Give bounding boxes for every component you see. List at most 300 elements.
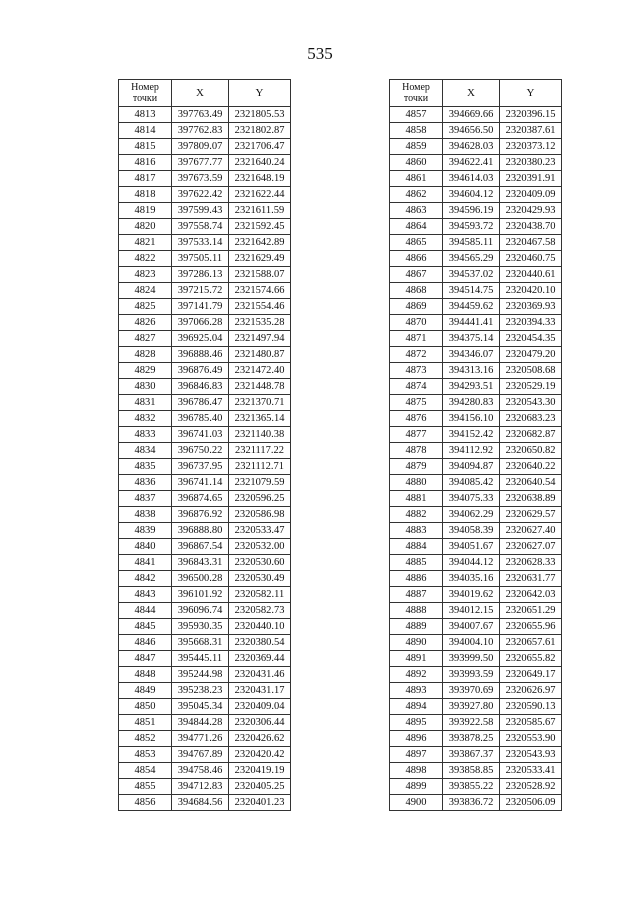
point-number-cell: 4829 <box>119 363 172 379</box>
y-coordinate-cell: 2320585.67 <box>500 715 562 731</box>
x-coordinate-cell: 394622.41 <box>443 155 500 171</box>
point-number-cell: 4840 <box>119 539 172 555</box>
point-number-header: Номер точки <box>390 80 443 107</box>
table-row <box>119 283 291 299</box>
table-row <box>119 219 291 235</box>
table-row <box>119 123 291 139</box>
point-number-cell: 4830 <box>119 379 172 395</box>
table-row <box>119 475 291 491</box>
x-coordinate-cell: 397215.72 <box>172 283 229 299</box>
table-row <box>119 139 291 155</box>
y-coordinate-cell: 2321574.66 <box>229 283 291 299</box>
point-number-cell: 4857 <box>390 107 443 123</box>
point-number-cell: 4870 <box>390 315 443 331</box>
point-number-cell: 4844 <box>119 603 172 619</box>
y-coordinate-cell: 2320655.82 <box>500 651 562 667</box>
point-number-cell: 4833 <box>119 427 172 443</box>
x-coordinate-cell: 394035.16 <box>443 571 500 587</box>
table-row <box>119 683 291 699</box>
y-coordinate-cell: 2321648.19 <box>229 171 291 187</box>
point-number-cell: 4875 <box>390 395 443 411</box>
x-coordinate-cell: 394844.28 <box>172 715 229 731</box>
point-number-cell: 4822 <box>119 251 172 267</box>
x-coordinate-cell: 393922.58 <box>443 715 500 731</box>
point-number-cell: 4888 <box>390 603 443 619</box>
point-number-cell: 4861 <box>390 171 443 187</box>
y-coordinate-cell: 2321805.53 <box>229 107 291 123</box>
x-coordinate-cell: 396888.80 <box>172 523 229 539</box>
x-coordinate-cell: 396786.47 <box>172 395 229 411</box>
point-number-cell: 4831 <box>119 395 172 411</box>
x-coordinate-cell: 394596.19 <box>443 203 500 219</box>
x-coordinate-cell: 393855.22 <box>443 779 500 795</box>
table-row <box>390 731 562 747</box>
point-number-cell: 4882 <box>390 507 443 523</box>
table-row <box>390 251 562 267</box>
table-row <box>119 795 291 811</box>
point-number-cell: 4823 <box>119 267 172 283</box>
x-coordinate-cell: 397622.42 <box>172 187 229 203</box>
point-number-cell: 4900 <box>390 795 443 811</box>
y-coordinate-cell: 2320369.93 <box>500 299 562 315</box>
y-coordinate-cell: 2320409.04 <box>229 699 291 715</box>
point-number-cell: 4869 <box>390 299 443 315</box>
y-coordinate-cell: 2320409.09 <box>500 187 562 203</box>
y-coordinate-cell: 2321535.28 <box>229 315 291 331</box>
y-coordinate-cell: 2320649.17 <box>500 667 562 683</box>
point-number-cell: 4852 <box>119 731 172 747</box>
table-row <box>390 699 562 715</box>
table-row <box>390 683 562 699</box>
table-row <box>390 139 562 155</box>
point-number-cell: 4872 <box>390 347 443 363</box>
x-coordinate-cell: 396741.14 <box>172 475 229 491</box>
table-row <box>390 619 562 635</box>
table-row <box>119 347 291 363</box>
x-coordinate-cell: 395445.11 <box>172 651 229 667</box>
x-coordinate-cell: 397533.14 <box>172 235 229 251</box>
table-row <box>390 603 562 619</box>
point-number-cell: 4834 <box>119 443 172 459</box>
x-coordinate-cell: 395238.23 <box>172 683 229 699</box>
point-number-cell: 4894 <box>390 699 443 715</box>
y-coordinate-cell: 2320429.93 <box>500 203 562 219</box>
point-number-cell: 4886 <box>390 571 443 587</box>
point-number-cell: 4827 <box>119 331 172 347</box>
point-number-cell: 4868 <box>390 283 443 299</box>
x-coordinate-cell: 394593.72 <box>443 219 500 235</box>
y-coordinate-cell: 2320401.23 <box>229 795 291 811</box>
header-row <box>390 80 562 107</box>
table-row <box>390 107 562 123</box>
x-coordinate-cell: 394656.50 <box>443 123 500 139</box>
y-coordinate-cell: 2320628.33 <box>500 555 562 571</box>
point-number-cell: 4865 <box>390 235 443 251</box>
y-coordinate-cell: 2320683.23 <box>500 411 562 427</box>
table-row <box>390 667 562 683</box>
y-coordinate-cell: 2320627.07 <box>500 539 562 555</box>
point-number-cell: 4863 <box>390 203 443 219</box>
y-coordinate-cell: 2321588.07 <box>229 267 291 283</box>
point-number-cell: 4854 <box>119 763 172 779</box>
table-row <box>119 155 291 171</box>
x-coordinate-cell: 397762.83 <box>172 123 229 139</box>
x-coordinate-cell: 394565.29 <box>443 251 500 267</box>
y-coordinate-cell: 2320440.10 <box>229 619 291 635</box>
x-coordinate-cell: 394012.15 <box>443 603 500 619</box>
point-number-cell: 4880 <box>390 475 443 491</box>
point-number-cell: 4859 <box>390 139 443 155</box>
point-number-cell: 4877 <box>390 427 443 443</box>
table-row <box>390 171 562 187</box>
x-coordinate-cell: 394375.14 <box>443 331 500 347</box>
y-coordinate-cell: 2320590.13 <box>500 699 562 715</box>
table-row <box>119 539 291 555</box>
x-coordinate-cell: 394044.12 <box>443 555 500 571</box>
x-coordinate-cell: 397599.43 <box>172 203 229 219</box>
table-row <box>119 555 291 571</box>
x-coordinate-cell: 395045.34 <box>172 699 229 715</box>
point-number-cell: 4858 <box>390 123 443 139</box>
table-row <box>119 619 291 635</box>
point-number-cell: 4820 <box>119 219 172 235</box>
point-number-cell: 4856 <box>119 795 172 811</box>
table-row <box>119 427 291 443</box>
table-row <box>119 315 291 331</box>
y-coordinate-cell: 2320651.29 <box>500 603 562 619</box>
y-coordinate-cell: 2321140.38 <box>229 427 291 443</box>
table-row <box>390 395 562 411</box>
point-number-cell: 4848 <box>119 667 172 683</box>
x-coordinate-cell: 397763.49 <box>172 107 229 123</box>
point-number-cell: 4853 <box>119 747 172 763</box>
y-coordinate-cell: 2320682.87 <box>500 427 562 443</box>
x-coordinate-cell: 397505.11 <box>172 251 229 267</box>
x-coordinate-cell: 396737.95 <box>172 459 229 475</box>
x-coordinate-cell: 396500.28 <box>172 571 229 587</box>
table-row <box>390 267 562 283</box>
x-coordinate-cell: 396785.40 <box>172 411 229 427</box>
table-row <box>119 267 291 283</box>
table-row <box>390 299 562 315</box>
table-row <box>119 299 291 315</box>
y-coordinate-cell: 2320530.60 <box>229 555 291 571</box>
y-coordinate-cell: 2320640.54 <box>500 475 562 491</box>
table-row <box>390 523 562 539</box>
point-number-cell: 4832 <box>119 411 172 427</box>
x-coordinate-cell: 394094.87 <box>443 459 500 475</box>
y-coordinate-cell: 2321117.22 <box>229 443 291 459</box>
point-number-cell: 4864 <box>390 219 443 235</box>
table-row <box>390 539 562 555</box>
point-number-cell: 4817 <box>119 171 172 187</box>
x-coordinate-cell: 397677.77 <box>172 155 229 171</box>
point-number-cell: 4898 <box>390 763 443 779</box>
table-row <box>390 715 562 731</box>
x-coordinate-cell: 394062.29 <box>443 507 500 523</box>
table-row <box>390 283 562 299</box>
point-number-cell: 4851 <box>119 715 172 731</box>
x-coordinate-cell: 396096.74 <box>172 603 229 619</box>
point-number-cell: 4813 <box>119 107 172 123</box>
y-coordinate-cell: 2321802.87 <box>229 123 291 139</box>
x-coordinate-cell: 393999.50 <box>443 651 500 667</box>
x-coordinate-cell: 393927.80 <box>443 699 500 715</box>
x-coordinate-cell: 397809.07 <box>172 139 229 155</box>
table-row <box>119 635 291 651</box>
table-row <box>119 491 291 507</box>
y-coordinate-cell: 2320638.89 <box>500 491 562 507</box>
x-coordinate-cell: 394767.89 <box>172 747 229 763</box>
point-number-cell: 4819 <box>119 203 172 219</box>
x-coordinate-cell: 395930.35 <box>172 619 229 635</box>
table-row <box>390 491 562 507</box>
point-number-cell: 4860 <box>390 155 443 171</box>
y-coordinate-cell: 2320405.25 <box>229 779 291 795</box>
x-coordinate-cell: 394058.39 <box>443 523 500 539</box>
y-coordinate-cell: 2320528.92 <box>500 779 562 795</box>
y-coordinate-cell: 2321706.47 <box>229 139 291 155</box>
point-number-cell: 4814 <box>119 123 172 139</box>
table-row <box>119 779 291 795</box>
page-number: 535 <box>307 44 333 63</box>
y-coordinate-cell: 2321611.59 <box>229 203 291 219</box>
table-row <box>119 699 291 715</box>
x-coordinate-cell: 394614.03 <box>443 171 500 187</box>
x-coordinate-cell: 393970.69 <box>443 683 500 699</box>
point-number-cell: 4846 <box>119 635 172 651</box>
table-row <box>390 379 562 395</box>
x-coordinate-cell: 396925.04 <box>172 331 229 347</box>
y-coordinate-cell: 2320629.57 <box>500 507 562 523</box>
table-row <box>390 443 562 459</box>
y-coordinate-cell: 2320543.30 <box>500 395 562 411</box>
table-row <box>390 427 562 443</box>
table-row <box>390 571 562 587</box>
table-row <box>390 347 562 363</box>
table-row <box>390 763 562 779</box>
x-coordinate-cell: 394152.42 <box>443 427 500 443</box>
y-coordinate-cell: 2320657.61 <box>500 635 562 651</box>
x-coordinate-cell: 395244.98 <box>172 667 229 683</box>
table-row <box>119 235 291 251</box>
x-coordinate-cell: 394441.41 <box>443 315 500 331</box>
x-coordinate-cell: 394712.83 <box>172 779 229 795</box>
y-coordinate-cell: 2320438.70 <box>500 219 562 235</box>
x-coordinate-cell: 396843.31 <box>172 555 229 571</box>
x-coordinate-cell: 394313.16 <box>443 363 500 379</box>
x-coordinate-cell: 393867.37 <box>443 747 500 763</box>
y-coordinate-cell: 2320533.41 <box>500 763 562 779</box>
point-number-cell: 4867 <box>390 267 443 283</box>
y-coordinate-cell: 2320640.22 <box>500 459 562 475</box>
y-coordinate-cell: 2321112.71 <box>229 459 291 475</box>
y-coordinate-cell: 2320373.12 <box>500 139 562 155</box>
point-number-cell: 4871 <box>390 331 443 347</box>
table-row <box>390 555 562 571</box>
point-number-cell: 4855 <box>119 779 172 795</box>
table-row <box>119 203 291 219</box>
point-number-cell: 4835 <box>119 459 172 475</box>
x-coordinate-cell: 396750.22 <box>172 443 229 459</box>
point-number-cell: 4884 <box>390 539 443 555</box>
x-coordinate-cell: 393878.25 <box>443 731 500 747</box>
y-coordinate-cell: 2321592.45 <box>229 219 291 235</box>
point-number-cell: 4878 <box>390 443 443 459</box>
table-row <box>119 603 291 619</box>
point-number-cell: 4838 <box>119 507 172 523</box>
y-coordinate-cell: 2321622.44 <box>229 187 291 203</box>
y-coordinate-cell: 2320426.62 <box>229 731 291 747</box>
table-row <box>119 379 291 395</box>
x-coordinate-cell: 394007.67 <box>443 619 500 635</box>
y-coordinate-cell: 2320530.49 <box>229 571 291 587</box>
table-row <box>390 155 562 171</box>
point-number-cell: 4862 <box>390 187 443 203</box>
point-number-cell: 4890 <box>390 635 443 651</box>
point-number-cell: 4850 <box>119 699 172 715</box>
y-coordinate-cell: 2321079.59 <box>229 475 291 491</box>
point-number-cell: 4826 <box>119 315 172 331</box>
x-coordinate-cell: 394346.07 <box>443 347 500 363</box>
y-coordinate-cell: 2321370.71 <box>229 395 291 411</box>
x-coordinate-cell: 396876.92 <box>172 507 229 523</box>
header-row <box>119 80 291 107</box>
table-row <box>119 187 291 203</box>
x-header: X <box>443 80 500 107</box>
x-coordinate-cell: 394051.67 <box>443 539 500 555</box>
x-coordinate-cell: 397673.59 <box>172 171 229 187</box>
table-row <box>119 107 291 123</box>
y-coordinate-cell: 2321629.49 <box>229 251 291 267</box>
point-number-cell: 4821 <box>119 235 172 251</box>
x-coordinate-cell: 394514.75 <box>443 283 500 299</box>
y-coordinate-cell: 2320553.90 <box>500 731 562 747</box>
table-row <box>390 315 562 331</box>
x-coordinate-cell: 394085.42 <box>443 475 500 491</box>
y-coordinate-cell: 2321554.46 <box>229 299 291 315</box>
table-row <box>119 411 291 427</box>
table-row <box>390 747 562 763</box>
x-coordinate-cell: 397558.74 <box>172 219 229 235</box>
table-row <box>119 587 291 603</box>
point-number-cell: 4897 <box>390 747 443 763</box>
y-coordinate-cell: 2320306.44 <box>229 715 291 731</box>
point-number-cell: 4873 <box>390 363 443 379</box>
y-header: Y <box>229 80 291 107</box>
x-coordinate-cell: 396867.54 <box>172 539 229 555</box>
x-coordinate-cell: 393993.59 <box>443 667 500 683</box>
table-row <box>119 443 291 459</box>
y-coordinate-cell: 2320533.47 <box>229 523 291 539</box>
x-coordinate-cell: 394537.02 <box>443 267 500 283</box>
point-number-cell: 4837 <box>119 491 172 507</box>
point-number-cell: 4879 <box>390 459 443 475</box>
point-number-cell: 4845 <box>119 619 172 635</box>
y-coordinate-cell: 2320582.11 <box>229 587 291 603</box>
point-number-cell: 4818 <box>119 187 172 203</box>
y-coordinate-cell: 2321365.14 <box>229 411 291 427</box>
point-number-cell: 4881 <box>390 491 443 507</box>
x-coordinate-cell: 394585.11 <box>443 235 500 251</box>
y-coordinate-cell: 2320440.61 <box>500 267 562 283</box>
point-number-cell: 4887 <box>390 587 443 603</box>
x-coordinate-cell: 394004.10 <box>443 635 500 651</box>
x-coordinate-cell: 396101.92 <box>172 587 229 603</box>
table-row <box>119 731 291 747</box>
y-coordinate-cell: 2320380.23 <box>500 155 562 171</box>
table-row <box>390 795 562 811</box>
y-coordinate-cell: 2320506.09 <box>500 795 562 811</box>
point-number-cell: 4896 <box>390 731 443 747</box>
y-coordinate-cell: 2321480.87 <box>229 347 291 363</box>
y-coordinate-cell: 2320586.98 <box>229 507 291 523</box>
x-coordinate-cell: 396888.46 <box>172 347 229 363</box>
x-coordinate-cell: 396876.49 <box>172 363 229 379</box>
y-coordinate-cell: 2320387.61 <box>500 123 562 139</box>
point-number-cell: 4899 <box>390 779 443 795</box>
x-coordinate-cell: 396846.83 <box>172 379 229 395</box>
point-number-cell: 4847 <box>119 651 172 667</box>
table-row <box>119 395 291 411</box>
table-row <box>390 411 562 427</box>
y-coordinate-cell: 2320419.19 <box>229 763 291 779</box>
y-coordinate-cell: 2320631.77 <box>500 571 562 587</box>
coordinates-table-left <box>118 79 291 811</box>
y-coordinate-cell: 2320650.82 <box>500 443 562 459</box>
point-number-cell: 4866 <box>390 251 443 267</box>
x-coordinate-cell: 397066.28 <box>172 315 229 331</box>
table-row <box>390 459 562 475</box>
y-coordinate-cell: 2320391.91 <box>500 171 562 187</box>
table-row <box>119 507 291 523</box>
y-coordinate-cell: 2321642.89 <box>229 235 291 251</box>
y-header: Y <box>500 80 562 107</box>
y-coordinate-cell: 2320582.73 <box>229 603 291 619</box>
table-row <box>119 667 291 683</box>
point-number-cell: 4895 <box>390 715 443 731</box>
point-number-cell: 4889 <box>390 619 443 635</box>
y-coordinate-cell: 2321472.40 <box>229 363 291 379</box>
y-coordinate-cell: 2320460.75 <box>500 251 562 267</box>
table-row <box>390 475 562 491</box>
point-number-cell: 4874 <box>390 379 443 395</box>
point-number-cell: 4828 <box>119 347 172 363</box>
coordinates-table-right <box>389 79 562 811</box>
table-row <box>119 747 291 763</box>
x-coordinate-cell: 397141.79 <box>172 299 229 315</box>
y-coordinate-cell: 2320380.54 <box>229 635 291 651</box>
table-row <box>119 651 291 667</box>
y-coordinate-cell: 2320642.03 <box>500 587 562 603</box>
point-number-cell: 4825 <box>119 299 172 315</box>
x-coordinate-cell: 394075.33 <box>443 491 500 507</box>
point-number-cell: 4876 <box>390 411 443 427</box>
y-coordinate-cell: 2320369.44 <box>229 651 291 667</box>
table-row <box>119 331 291 347</box>
x-coordinate-cell: 394628.03 <box>443 139 500 155</box>
y-coordinate-cell: 2321640.24 <box>229 155 291 171</box>
y-coordinate-cell: 2321497.94 <box>229 331 291 347</box>
y-coordinate-cell: 2320420.10 <box>500 283 562 299</box>
point-number-cell: 4841 <box>119 555 172 571</box>
y-coordinate-cell: 2320431.17 <box>229 683 291 699</box>
table-row <box>390 635 562 651</box>
point-number-cell: 4824 <box>119 283 172 299</box>
x-coordinate-cell: 396874.65 <box>172 491 229 507</box>
table-row <box>119 459 291 475</box>
x-coordinate-cell: 395668.31 <box>172 635 229 651</box>
